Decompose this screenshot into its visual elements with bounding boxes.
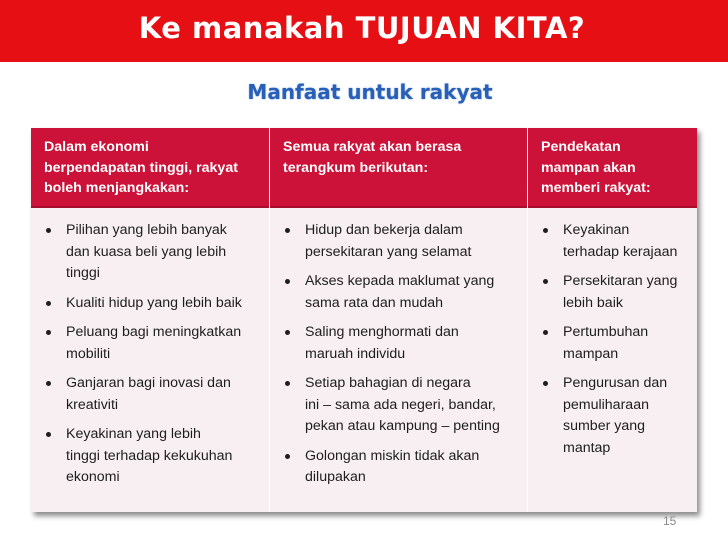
list-item-text: tinggi [66,265,100,281]
table-column-3 [528,128,697,512]
column-header [541,137,691,199]
list-item [270,271,527,314]
column-list [270,220,527,497]
list-item-text: Pilihan yang lebih banyak [66,222,227,238]
list-item-text: Keyakinan [563,222,630,238]
bullet-icon [285,454,290,459]
list-item-text: lebih baik [563,294,623,311]
title-bar [0,0,728,62]
table-column-2 [270,128,527,512]
bullet-icon [543,381,548,386]
list-item-text: kreativiti [66,396,119,413]
list-item [528,271,697,314]
bullet-icon [46,381,51,386]
list-item-text: ini – sama ada negeri, bandar, [305,396,496,413]
list-item-text: Saling menghormati dan [305,324,459,340]
column-header-line: Pendekatan [541,139,621,155]
list-item-text: persekitaran yang selamat [305,243,472,260]
list-item-text: pekan atau kampung – penting [305,418,500,434]
page-number: 15 [663,514,677,528]
list-item [528,373,697,459]
list-item-text: tinggi terhadap kekukuhan [66,447,233,464]
column-header-line: mampan akan [541,159,636,176]
column-header-line: boleh menjangkakan: [44,180,190,196]
bullet-icon [285,228,290,233]
list-item-text: Kualiti hidup yang lebih baik [66,294,242,311]
bullet-icon [543,330,548,335]
list-item-text: dilupakan [305,469,366,485]
column-header-line: Semua rakyat akan berasa [283,139,462,155]
list-item-text: Akses kepada maklumat yang [305,273,495,289]
list-item [31,293,269,315]
list-item-text: dan kuasa beli yang lebih [66,243,227,260]
list-item-text: mantap [563,439,611,456]
column-header-line: memberi rakyat: [541,180,651,196]
slide-subtitle: Manfaat untuk rakyat [247,80,493,104]
list-item-text: Hidup dan bekerja dalam [305,222,463,238]
list-item-text: Golongan miskin tidak akan [305,447,480,464]
list-item-text: mampan [563,345,619,362]
slide-title: Ke manakah TUJUAN KITA? [138,11,586,45]
bullet-icon [543,279,548,284]
column-header-line: berpendapatan tinggi, rakyat [44,159,238,176]
column-header-line: Dalam ekonomi [44,139,149,155]
list-item-text: pemuliharaan [563,396,649,413]
column-list [31,220,269,497]
column-list [528,220,697,467]
list-item [270,322,527,365]
list-item-text: Setiap bahagian di negara [305,375,471,391]
bullet-icon [46,432,51,437]
list-item-text: maruah individu [305,345,406,362]
column-header [44,137,263,199]
bullet-icon [46,330,51,335]
bullet-icon [46,228,51,233]
table-column-1 [31,128,269,512]
bullet-icon [285,381,290,386]
bullet-icon [285,330,290,335]
list-item-text: Ganjaran bagi inovasi dan [66,375,231,391]
list-item-text: sama rata dan mudah [305,294,444,311]
list-item-text: ekonomi [66,469,120,485]
benefits-table [31,128,697,512]
column-header [283,137,521,178]
list-item-text: Persekitaran yang [563,273,678,289]
list-item [31,322,269,365]
list-item-text: terhadap kerajaan [563,243,678,260]
list-item [528,322,697,365]
list-item [270,373,527,438]
bullet-icon [543,228,548,233]
list-item-text: Pengurusan dan [563,375,668,391]
list-item [31,424,269,489]
list-item-text: mobiliti [66,345,111,362]
column-header-line: terangkum berikutan: [283,159,429,176]
bullet-icon [46,301,51,306]
list-item-text: Pertumbuhan [563,324,649,340]
list-item [31,373,269,416]
list-item [528,220,697,263]
list-item-text: Peluang bagi meningkatkan [66,324,242,340]
list-item-text: sumber yang [563,418,646,434]
list-item-text: Keyakinan yang lebih [66,426,201,442]
bullet-icon [285,279,290,284]
list-item [31,220,269,285]
list-item [270,446,527,489]
list-item [270,220,527,263]
